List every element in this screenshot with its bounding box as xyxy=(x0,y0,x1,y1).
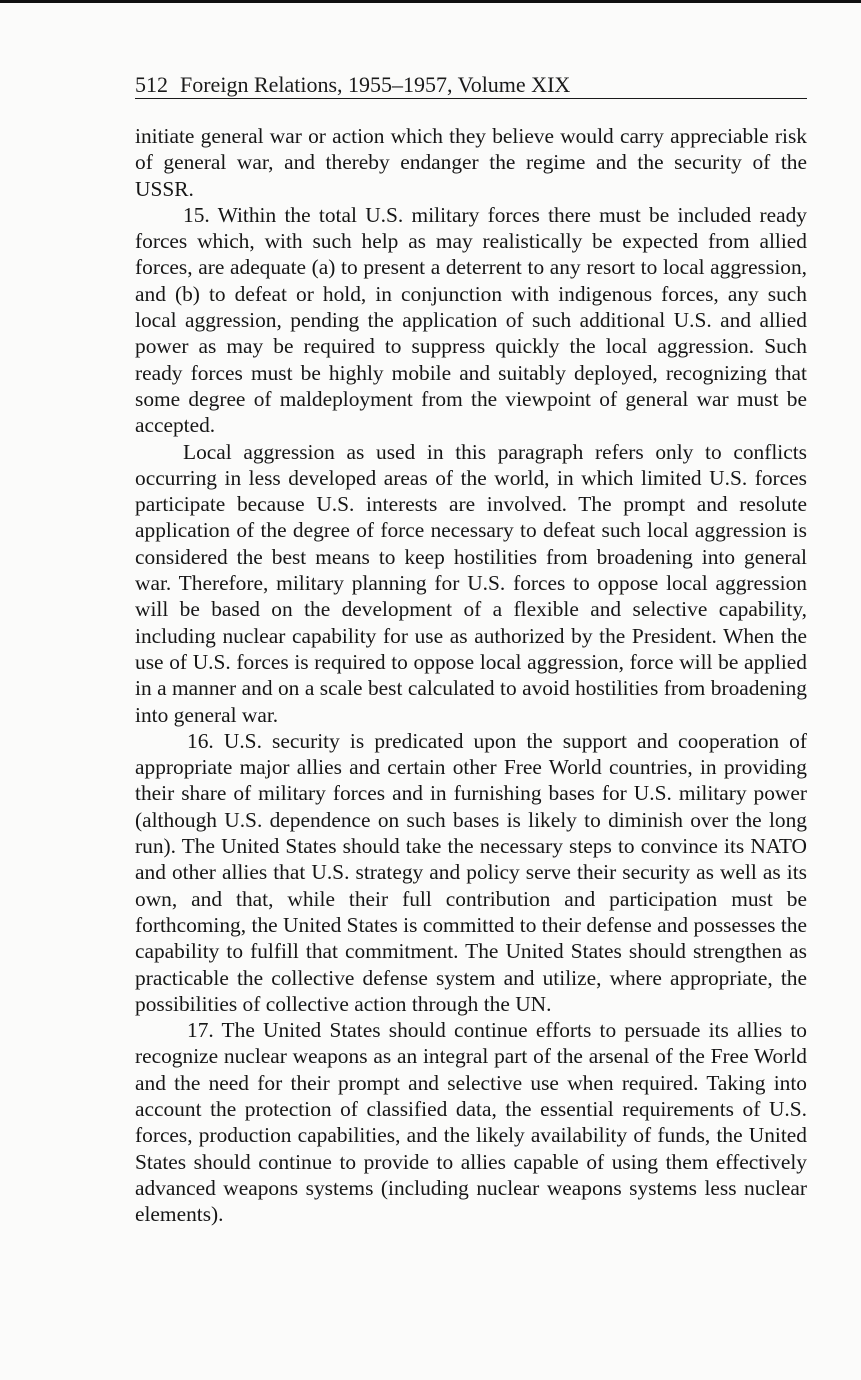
paragraph-16: 16. U.S. security is predicated upon the support and cooperation of appropriate major allies and certain other Free World countries, in providing their share of military forces and in furnishing bases for U.S. military power (although U.S. dependence on such bases is likely to diminish over the long run). The United States should take the necessary steps to convince its NATO and other allies that U.S. strategy and policy serve their security as well as its own, and that, while their full contribution and participation must be forthcoming, the United States is committed to their defense and possesses the capability to fulfill that commitment. The United States should strengthen as practicable the collective defense system and utilize, where appropriate, the possibilities of collective action through the UN. xyxy=(135,728,807,1016)
scan-top-border xyxy=(0,0,861,3)
body-text xyxy=(135,123,807,1227)
paragraph-local-aggression: Local aggression as used in this paragraph refers only to conflicts occurring in less developed areas of the world, in which limited U.S. forces participate because U.S. interests are involved. The prompt and resolute application of the degree of force necessary to defeat such local aggression is considered the best means to keep hostilities from broadening into general war. Therefore, military planning for U.S. forces to oppose local aggression will be based on the development of a flexible and selective capability, including nuclear capability for use as authorized by the President. When the use of U.S. forces is required to oppose local aggression, force will be applied in a manner and on a scale best calculated to avoid hostilities from broadening into general war. xyxy=(135,439,807,727)
paragraph-continuation: initiate general war or action which they believe would carry appreciable risk of general war, and thereby endanger the regime and the security of the USSR. xyxy=(135,124,807,201)
paragraph-15: 15. Within the total U.S. military forces there must be included ready forces which, with such help as may realistically be expected from allied forces, are adequate (a) to present a deterrent to any resort to local aggression, and (b) to defeat or hold, in conjunction with indigenous forces, any such local aggression, pending the application of such additional U.S. and allied power as may be required to suppress quickly the local aggression. Such ready forces must be highly mobile and suitably deployed, recognizing that some degree of maldeployment from the viewpoint of general war must be accepted. xyxy=(135,202,807,438)
paragraph-17: 17. The United States should continue efforts to persuade its allies to recognize nuclear weapons as an integral part of the arsenal of the Free World and the need for their prompt and selective use when required. Taking into account the protection of classified data, the essential requirements of U.S. forces, production capabilities, and the likely availability of funds, the United States should continue to provide to allies capable of using them effectively advanced weapons systems (including nuclear weapons systems less nuclear elements). xyxy=(135,1018,807,1227)
running-title: Foreign Relations, 1955–1957, Volume XIX xyxy=(180,72,571,97)
running-header xyxy=(135,72,807,99)
page-number: 512 xyxy=(135,72,168,97)
